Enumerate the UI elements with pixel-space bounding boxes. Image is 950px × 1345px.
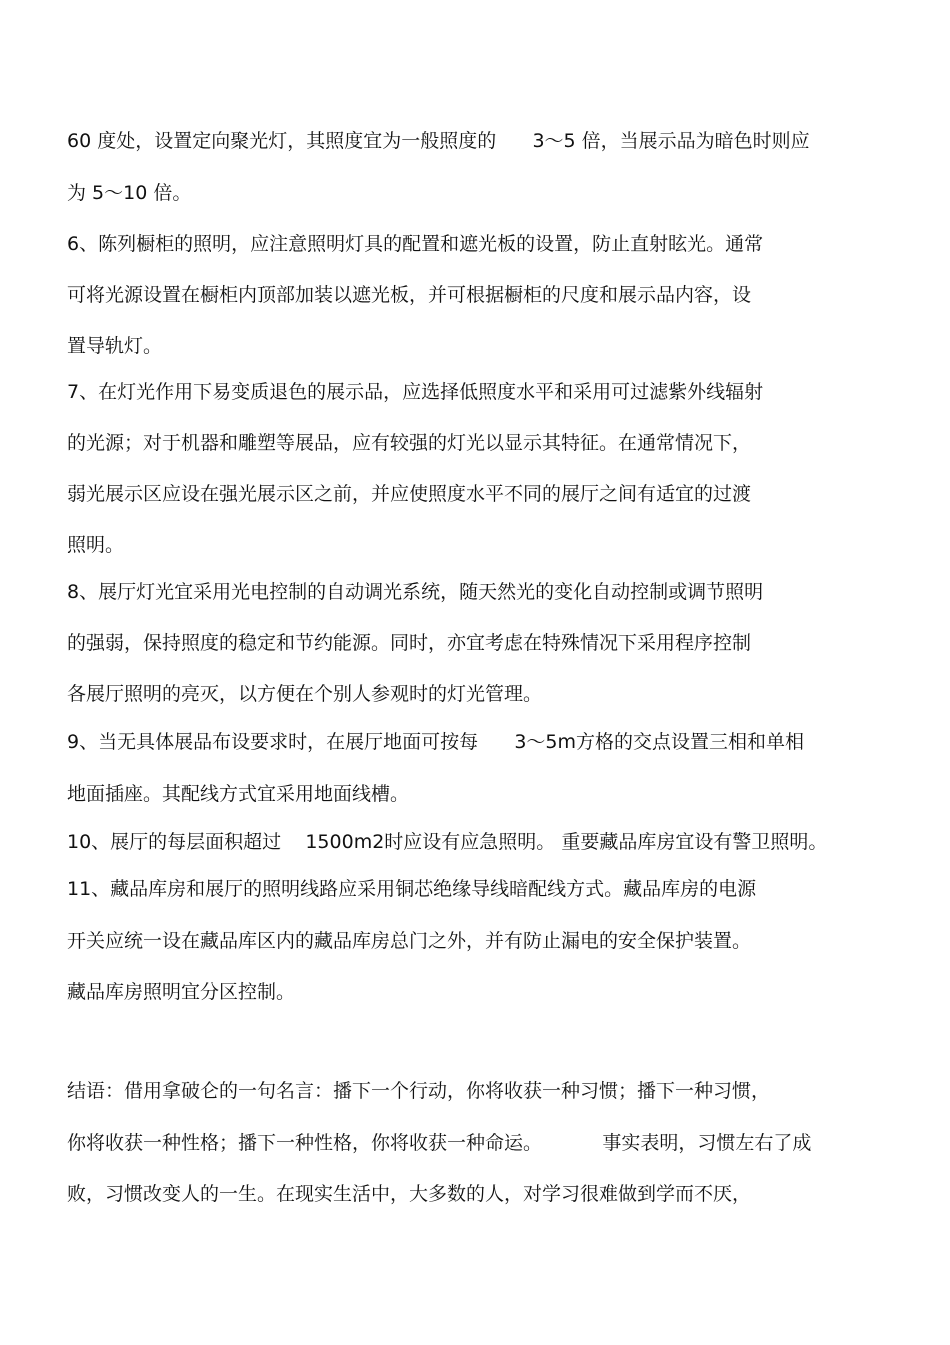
text-line: 你将收获一种性格；播下一种性格，你将收获一种命运。 事实表明，习惯左右了成 [67, 1132, 812, 1154]
text-line: 的光源；对于机器和雕塑等展品，应有较强的灯光以显示其特征。在通常情况下， [67, 432, 752, 454]
text-line: 6、陈列橱柜的照明，应注意照明灯具的配置和遮光板的设置，防止直射眩光。通常 [67, 233, 764, 255]
text-line: 弱光展示区应设在强光展示区之前，并应使照度水平不同的展厅之间有适宜的过渡 [67, 483, 752, 505]
text-line: 照明。 [67, 534, 125, 556]
text-line: 藏品库房照明宜分区控制。 [67, 981, 296, 1003]
text-line: 7、在灯光作用下易变质退色的展示品，应选择低照度水平和采用可过滤紫外线辐射 [67, 381, 764, 403]
text-line: 败，习惯改变人的一生。在现实生活中，大多数的人，对学习很难做到学而不厌， [67, 1183, 752, 1205]
text-line: 的强弱，保持照度的稳定和节约能源。同时，亦宜考虑在特殊情况下采用程序控制 [67, 632, 752, 654]
text-line: 11、藏品库房和展厅的照明线路应采用铜芯绝缘导线暗配线方式。藏品库房的电源 [67, 878, 757, 900]
text-line: 开关应统一设在藏品库区内的藏品库房总门之外，并有防止漏电的安全保护装置。 [67, 930, 752, 952]
text-line: 9、当无具体展品布设要求时，在展厅地面可按每 3～5m方格的交点设置三相和单相 [67, 731, 805, 753]
text-line: 地面插座。其配线方式宜采用地面线槽。 [67, 783, 410, 805]
text-line: 8、展厅灯光宜采用光电控制的自动调光系统，随天然光的变化自动控制或调节照明 [67, 581, 764, 603]
text-line: 可将光源设置在橱柜内顶部加装以遮光板，并可根据橱柜的尺度和展示品内容，设 [67, 284, 752, 306]
text-line: 10、展厅的每层面积超过 1500m2时应设有应急照明。 重要藏品库房宜设有警卫照明。 [67, 831, 828, 853]
text-line: 60 度处，设置定向聚光灯，其照度宜为一般照度的 3～5 倍，当展示品为暗色时则应 [67, 130, 810, 152]
text-line: 为 5～10 倍。 [67, 182, 192, 204]
text-line: 各展厅照明的亮灭，以方便在个别人参观时的灯光管理。 [67, 683, 543, 705]
text-line: 结语：借用拿破仑的一句名言：播下一个行动，你将收获一种习惯；播下一种习惯， [67, 1080, 771, 1102]
text-line: 置导轨灯。 [67, 335, 163, 357]
